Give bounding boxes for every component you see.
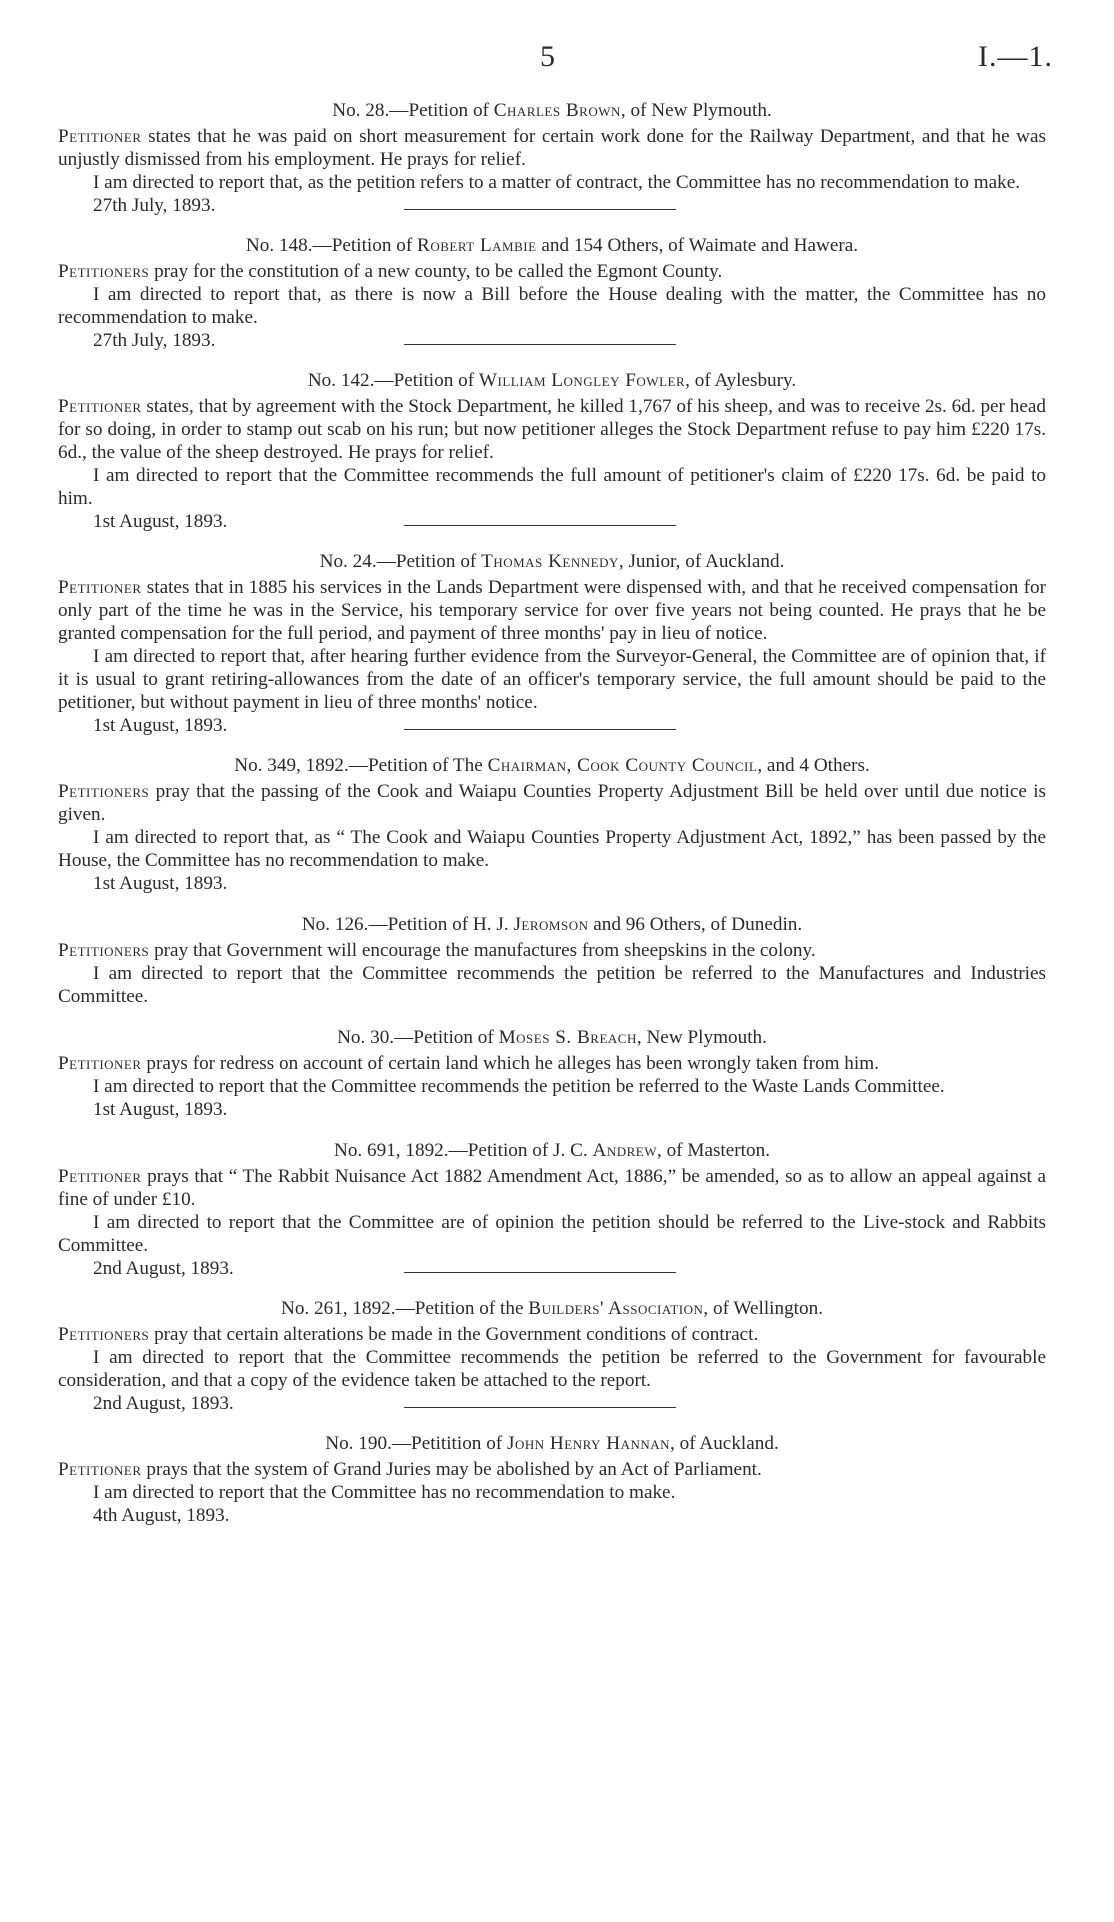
petition-statement xyxy=(58,780,1046,826)
petition-title-pre: No. 349, 1892.—Petition of The xyxy=(234,755,488,776)
section-divider xyxy=(404,729,676,730)
petition-body: states that in 1885 his services in the Lands Department were dispensed with, and that he received compensation for only part of the time he was in the Service, his temporary service for over five years not being counted. He prays that he be granted compensation for the full period, and payment of three months' pay in lieu of notice. xyxy=(58,577,1046,644)
report-date: 1st August, 1893. xyxy=(93,1099,228,1120)
section-divider xyxy=(404,209,676,210)
petitioner-label: Petitioners xyxy=(58,261,150,282)
petition-title-post: , of Masterton. xyxy=(657,1140,770,1161)
petition-title xyxy=(58,369,1046,392)
petition-statement xyxy=(58,939,1046,962)
petition-title-pre: No. 126.—Petition of H. J. xyxy=(301,914,514,935)
petition-body: prays that “ The Rabbit Nuisance Act 1882 Amendment Act, 1886,” be amended, so as to allow an appeal against a fine of under £10. xyxy=(58,1166,1046,1210)
petition-title-pre: No. 28.—Petition of xyxy=(332,100,494,121)
petition-body: pray that certain alterations be made in the Government conditions of contract. xyxy=(149,1324,759,1345)
petition-body: pray that the passing of the Cook and Waiapu Counties Property Adjustment Bill be held over until due notice is given. xyxy=(58,781,1046,825)
petition-title-pre: No. 148.—Petition of xyxy=(245,235,418,256)
petition-title xyxy=(58,234,1046,257)
section-divider xyxy=(404,525,676,526)
petition-entry xyxy=(58,1139,1046,1283)
report-date: 27th July, 1893. xyxy=(93,195,216,216)
petition-title-name: Moses S. Breach xyxy=(498,1027,637,1048)
page-header xyxy=(0,40,1114,80)
petition-title-post: , Junior, of Auckland. xyxy=(618,551,785,572)
petition-body: states, that by agreement with the Stock Department, he killed 1,767 of his sheep, and was to receive 2s. 6d. per head for so doing, in order to stamp out scab on his run; but now petitioner alleges the Stock Department refuse to pay him £220 17s. 6d., the value of the sheep destroyed. He prays for relief. xyxy=(58,396,1046,463)
petition-title-name: Robert Lambie xyxy=(417,235,537,256)
petition-entry xyxy=(58,369,1046,536)
petition-title-post: and 154 Others, of Waimate and Hawera. xyxy=(536,235,859,256)
committee-report: I am directed to report that the Committee recommends the petition be referred to the Manufactures and Industries Committee. xyxy=(58,963,1046,1007)
committee-report: I am directed to report that the Committee recommends the full amount of petitioner's claim of £220 17s. 6d. be paid to him. xyxy=(58,465,1046,509)
petition-title-name: Thomas Kennedy xyxy=(481,551,619,572)
petition-entry xyxy=(58,754,1046,895)
committee-report: I am directed to report that the Committee recommends the petition be referred to the Waste Lands Committee. xyxy=(93,1076,945,1097)
petition-title-post: , of Wellington. xyxy=(703,1298,823,1319)
petition-statement xyxy=(58,1323,1046,1346)
page-number: 5 xyxy=(540,40,555,73)
section-divider xyxy=(404,1272,676,1273)
petition-entry xyxy=(58,1297,1046,1418)
petition-title-post: , of Aylesbury. xyxy=(685,370,797,391)
petitioner-label: Petitioner xyxy=(58,577,142,598)
petition-title-name: Builders' Association xyxy=(528,1298,704,1319)
committee-report: I am directed to report that the Committee recommends the petition be referred to the Government for favourable consideration, and that a copy of the evidence taken be attached to the report. xyxy=(58,1347,1046,1391)
petition-title-pre: No. 691, 1892.—Petition of J. C. xyxy=(333,1140,593,1161)
petition-title-name: Chairman, Cook County Council xyxy=(487,755,758,776)
petition-statement xyxy=(58,395,1046,464)
petition-title-post: , New Plymouth. xyxy=(636,1027,767,1048)
section-divider xyxy=(404,344,676,345)
petitioner-label: Petitioner xyxy=(58,396,142,417)
petition-entry xyxy=(58,234,1046,355)
report-date: 1st August, 1893. xyxy=(93,715,228,736)
petition-body: pray for the constitution of a new county, to be called the Egmont County. xyxy=(149,261,723,282)
petition-statement xyxy=(58,1165,1046,1211)
petition-statement xyxy=(58,576,1046,645)
petition-title-post: , of New Plymouth. xyxy=(620,100,772,121)
petition-title-post: , and 4 Others. xyxy=(757,755,870,776)
petition-title xyxy=(58,1297,1046,1320)
petition-title xyxy=(58,550,1046,573)
petition-title xyxy=(58,1026,1046,1049)
petition-entry xyxy=(58,99,1046,220)
petition-title-name: Jeromson xyxy=(513,914,589,935)
petition-entry xyxy=(58,1432,1046,1527)
petition-title-name: John Henry Hannan xyxy=(506,1433,671,1454)
petition-title-name: Charles Brown xyxy=(493,100,621,121)
petition-title xyxy=(58,99,1046,122)
report-date: 2nd August, 1893. xyxy=(93,1258,234,1279)
report-date: 1st August, 1893. xyxy=(93,511,228,532)
petition-body: prays that the system of Grand Juries may be abolished by an Act of Parliament. xyxy=(141,1459,762,1480)
petition-title-pre: No. 261, 1892.—Petition of the xyxy=(280,1298,529,1319)
petition-title-pre: No. 142.—Petition of xyxy=(307,370,479,391)
petitioner-label: Petitioner xyxy=(58,126,142,147)
petition-title xyxy=(58,1139,1046,1162)
report-date: 2nd August, 1893. xyxy=(93,1393,234,1414)
petition-title xyxy=(58,913,1046,936)
report-date: 1st August, 1893. xyxy=(93,873,228,894)
petitioner-label: Petitioner xyxy=(58,1459,142,1480)
report-date: 4th August, 1893. xyxy=(93,1505,230,1526)
petition-entry xyxy=(58,913,1046,1008)
petition-title-post: , of Auckland. xyxy=(670,1433,779,1454)
petition-title-name: William Longley Fowler xyxy=(478,370,686,391)
committee-report: I am directed to report that, after hearing further evidence from the Surveyor-General, the Committee are of opinion that, if it is usual to grant retiring-allowances from the date of an officer's temporary service, the full amount should be paid to the petitioner, but without payment in lieu of three months' notice. xyxy=(58,646,1046,713)
petition-title-pre: No. 30.—Petition of xyxy=(337,1027,499,1048)
report-date: 27th July, 1893. xyxy=(93,330,216,351)
committee-report: I am directed to report that the Committee are of opinion the petition should be referred to the Live-stock and Rabbits Committee. xyxy=(58,1212,1046,1256)
committee-report: I am directed to report that, as “ The Cook and Waiapu Counties Property Adjustment Act, 1892,” has been passed by the House, the Committee has no recommendation to make. xyxy=(58,827,1046,871)
petition-title-pre: No. 24.—Petition of xyxy=(319,551,482,572)
petition-title xyxy=(58,754,1046,777)
petition-body: prays for redress on account of certain land which he alleges has been wrongly taken from him. xyxy=(141,1053,879,1074)
petition-body: states that he was paid on short measurement for certain work done for the Railway Department, and that he was unjustly dismissed from his employment. He prays for relief. xyxy=(58,126,1046,170)
petition-title xyxy=(58,1432,1046,1455)
committee-report: I am directed to report that, as there is now a Bill before the House dealing with the matter, the Committee has no recommendation to make. xyxy=(58,284,1046,328)
petitioner-label: Petitioners xyxy=(58,781,150,802)
petition-body: pray that Government will encourage the manufactures from sheepskins in the colony. xyxy=(149,940,816,961)
petition-title-post: and 96 Others, of Dunedin. xyxy=(588,914,803,935)
petition-title-pre: No. 190.—Petitition of xyxy=(325,1433,507,1454)
document-reference: I.—1. xyxy=(978,40,1053,73)
petitions-list xyxy=(58,99,1046,1545)
petition-entry xyxy=(58,1026,1046,1121)
petition-statement xyxy=(58,1052,1046,1075)
petitioner-label: Petitioners xyxy=(58,1324,150,1345)
petition-statement xyxy=(58,1458,1046,1481)
petition-title-name: Andrew xyxy=(592,1140,658,1161)
petitioner-label: Petitioner xyxy=(58,1166,142,1187)
petition-statement xyxy=(58,260,1046,283)
petition-entry xyxy=(58,550,1046,740)
committee-report: I am directed to report that, as the petition refers to a matter of contract, the Committee has no recommendation to make. xyxy=(93,172,1021,193)
committee-report: I am directed to report that the Committee has no recommendation to make. xyxy=(93,1482,676,1503)
petition-statement xyxy=(58,125,1046,171)
petitioner-label: Petitioner xyxy=(58,1053,142,1074)
petitioner-label: Petitioners xyxy=(58,940,150,961)
section-divider xyxy=(404,1407,676,1408)
